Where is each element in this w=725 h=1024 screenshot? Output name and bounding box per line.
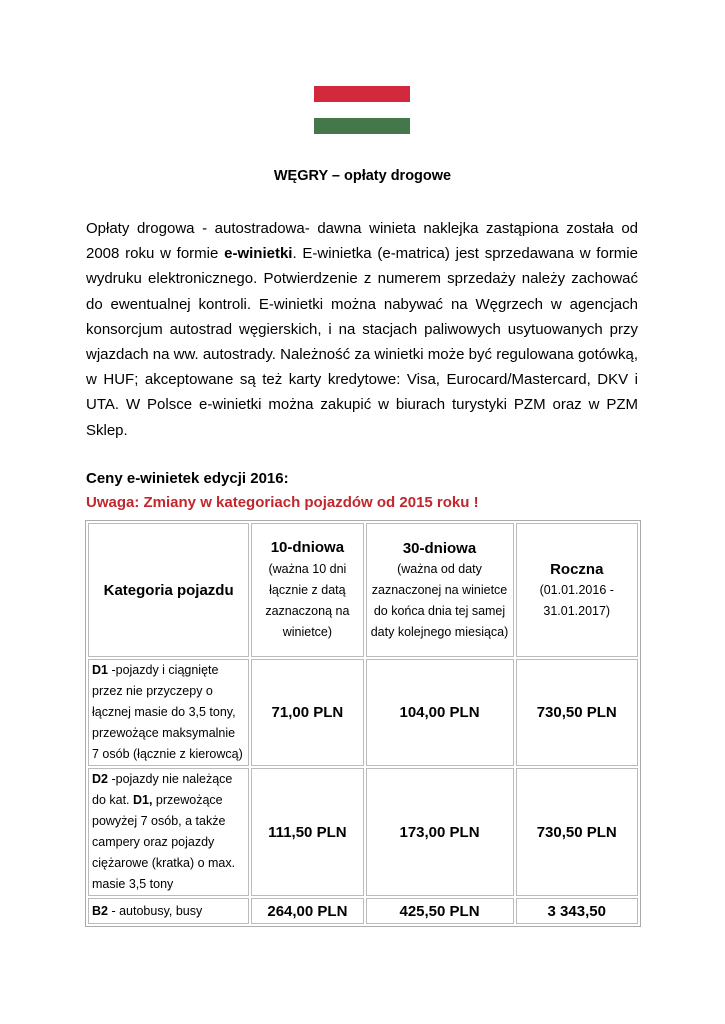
category-cell <box>88 659 249 766</box>
price-30-day: 425,50 PLN <box>366 898 514 924</box>
category-code: B2 <box>92 903 108 918</box>
category-code: D2 <box>92 772 108 786</box>
hungary-flag-red-stripe <box>314 86 410 102</box>
table-row <box>88 898 638 924</box>
category-desc-2: przewożące powyżej 7 osób, a także campery oraz pojazdy ciężarowe (kratka) o max. masie 3,5 tony <box>92 793 236 891</box>
price-yearly: 3 343,50 <box>516 898 639 924</box>
price-yearly: 730,50 PLN <box>516 659 639 766</box>
table-row <box>88 768 638 896</box>
intro-text: Opłaty drogowa - autostradowa- dawna winieta naklejka zastąpiona została od 2008 roku w formie <box>86 220 638 263</box>
header-30-day-title: 30-dniowa <box>402 539 477 557</box>
category-cell <box>88 768 249 896</box>
price-30-day: 173,00 PLN <box>366 768 514 896</box>
warning-text: Uwaga: Zmiany w kategoriach pojazdów od 2015 roku ! <box>86 494 479 511</box>
table-row <box>88 659 638 766</box>
prices-heading: Ceny e-winietek edycji 2016: <box>86 470 289 487</box>
header-10-day <box>251 523 363 657</box>
header-30-day-note: (ważna od daty zaznaczonej na winietce do końca dnia tej samej daty kolejnego miesiąca) <box>370 561 509 639</box>
price-10-day: 71,00 PLN <box>251 659 363 766</box>
header-10-day-note: (ważna 10 dni łącznie z datą zaznaczoną na winietce) <box>265 562 350 639</box>
header-yearly-title: Roczna <box>550 560 604 578</box>
intro-text-2: . E-winietka (e-matrica) jest sprzedawana w formie wydruku elektronicznego. Potwierdzenie z numerem sprzedaży należy zachować do ewentualnej kontroli. E-winietki można nabywać na Węgrzech w agencjach konsorcjum autostrad węgierskich, i na stacjach paliwowych usytuowanych przy wjazdach na ww. autostrady. Należność za winietki może być regulowana gotówką, w HUF; akceptowane są też karty kredytowe: Visa, Eurocard/Mastercard, DKV i UTA. W Polsce e-winietki można zakupić w biurach turystyki PZM oraz w PZM Sklep. <box>86 245 638 439</box>
category-cell <box>88 898 249 924</box>
intro-bold: e-winietki <box>224 245 293 263</box>
category-code: D1 <box>92 663 108 677</box>
header-yearly-note: (01.01.2016 - 31.01.2017) <box>539 582 614 618</box>
page-title: WĘGRY – opłaty drogowe <box>273 168 452 184</box>
price-yearly: 730,50 PLN <box>516 768 639 896</box>
category-desc: -pojazdy nie należące do kat. <box>92 772 233 807</box>
intro-paragraph <box>86 216 638 443</box>
table-header-row <box>88 523 638 657</box>
header-30-day <box>366 523 514 657</box>
category-desc: -pojazdy i ciągnięte przez nie przyczepy o łącznej masie do 3,5 tony, przewożące maksymalnie 7 osób (łącznie z kierowcą) <box>92 663 243 761</box>
price-10-day: 264,00 PLN <box>251 898 363 924</box>
price-30-day: 104,00 PLN <box>366 659 514 766</box>
category-desc: - autobusy, busy <box>107 903 203 918</box>
header-10-day-title: 10-dniowa <box>270 539 345 556</box>
price-10-day: 111,50 PLN <box>251 768 363 896</box>
header-category: Kategoria pojazdu <box>88 523 249 657</box>
header-yearly <box>516 523 639 657</box>
category-desc-bold: D1, <box>133 793 153 807</box>
price-table <box>85 520 641 927</box>
hungary-flag-green-stripe <box>314 118 410 134</box>
